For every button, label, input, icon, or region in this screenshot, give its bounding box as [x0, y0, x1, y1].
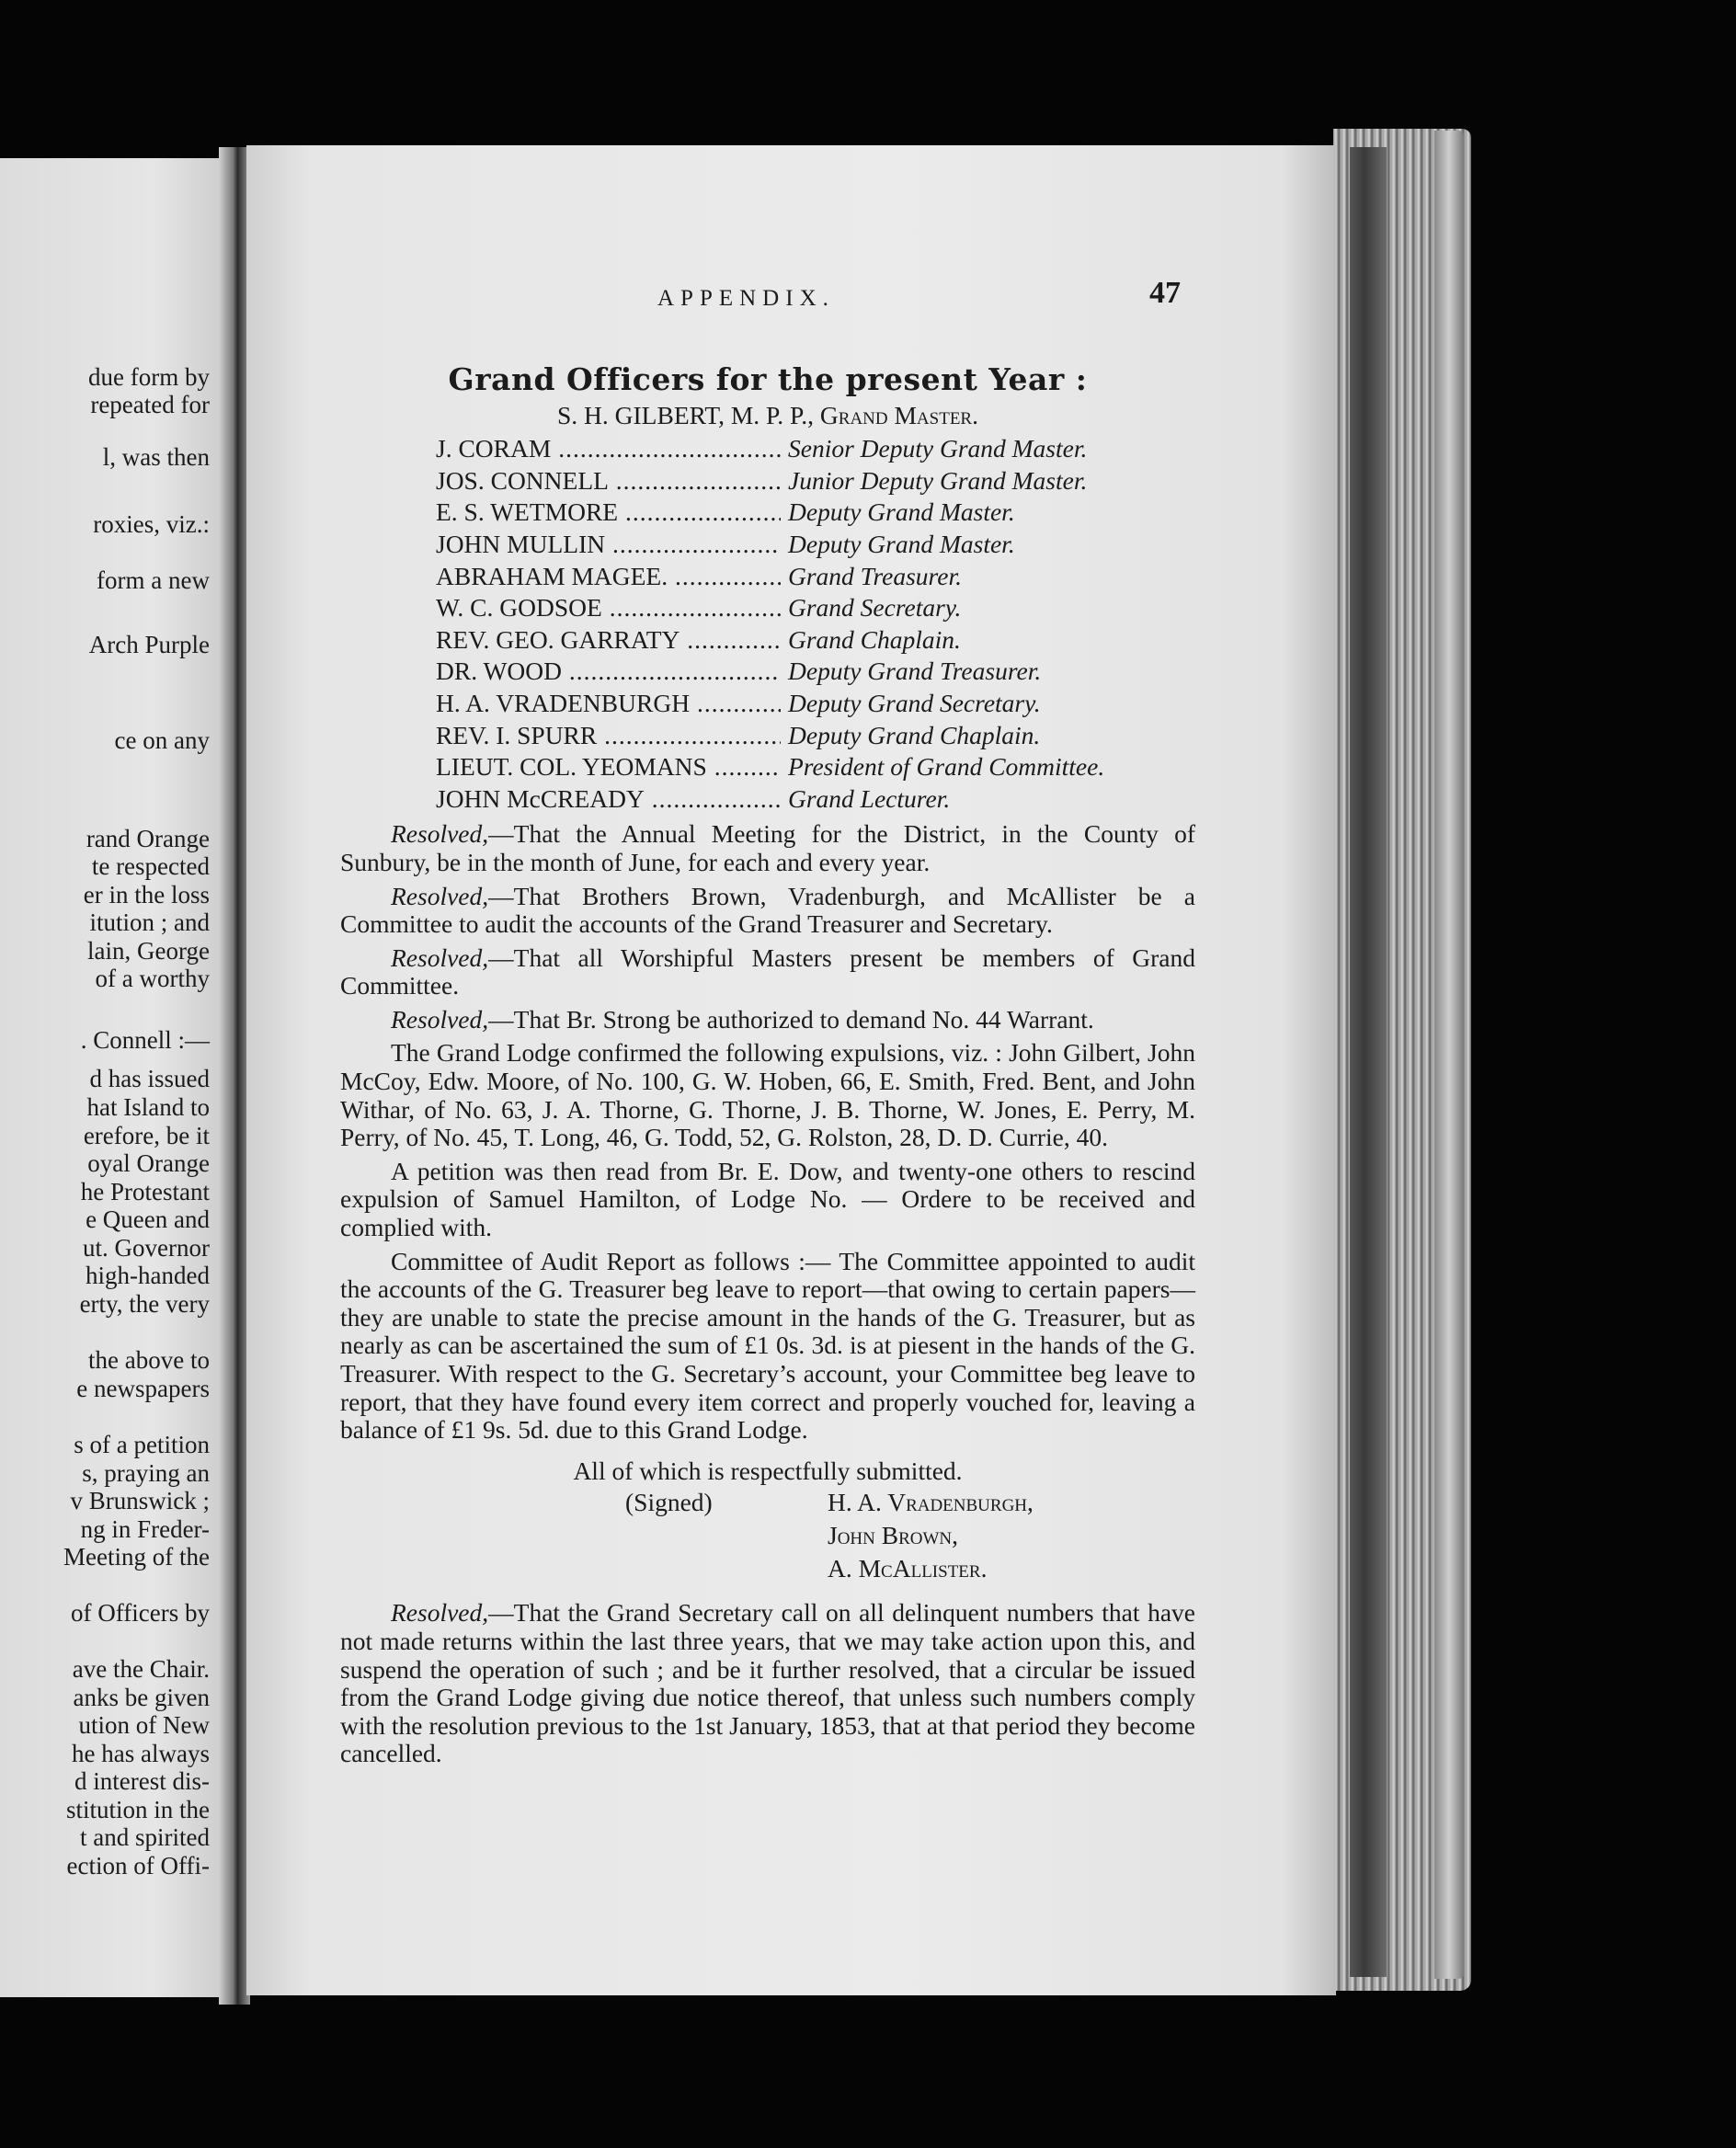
officer-title: Deputy Grand Treasurer.	[788, 657, 1042, 686]
left-page-line: rand Orange	[86, 825, 210, 852]
book-gutter	[219, 147, 250, 2005]
left-page-line: repeated for	[90, 391, 210, 418]
signature-row	[340, 1522, 1195, 1555]
officer-name: JOHN McCREADY .....	[340, 783, 781, 816]
resolution-paragraph	[340, 883, 1195, 939]
officer-name: W. C. GODSOE .....	[340, 592, 781, 624]
left-page-line: d has issued	[89, 1065, 210, 1092]
officer-title: Grand Lecturer.	[788, 783, 951, 813]
signature-block	[340, 1489, 1195, 1588]
officer-title: Grand Chaplain.	[788, 624, 961, 654]
left-page-line: ution of New	[78, 1711, 210, 1739]
book-cover-edge	[1434, 131, 1464, 1979]
page-number: 47	[1149, 276, 1181, 310]
officer-name: REV. GEO. GARRATY .....	[340, 624, 781, 657]
resolution-text: —That the Grand Secretary call on all delinquent numbers that have not made returns within the last three years, that we may take action upon this, and suspend the operation of such ; and be it further resolved, that a circular be issued from the Grand Lodge giving due notice thereof, that unless such numbers comply with the resolution previous to the 1st January, 1853, that at that period they become cancelled.	[340, 1598, 1195, 1768]
left-page-line: roxies, viz.:	[93, 510, 210, 538]
left-page-line: due form by	[88, 363, 210, 391]
page-edges-shadow	[1350, 147, 1387, 1977]
left-page-line: erefore, be it	[83, 1122, 210, 1149]
officer-row	[340, 688, 1195, 720]
officer-name: DR. WOOD .....	[340, 656, 781, 688]
resolved-label: Resolved,	[391, 943, 489, 972]
officer-row	[340, 433, 1195, 465]
resolved-label: Resolved,	[391, 1598, 489, 1628]
signature-name: John Brown,	[828, 1521, 959, 1550]
left-page-line: he Protestant	[80, 1178, 210, 1205]
resolution-paragraph	[340, 820, 1195, 876]
signature-name: A. McAllister.	[828, 1554, 988, 1583]
resolution-text: —That Brothers Brown, Vradenburgh, and McAllister be a Committee to audit the accounts of the Grand Treasurer and Secretary.	[340, 881, 1195, 939]
running-head	[340, 276, 1195, 313]
section-heading: Grand Officers for the present Year :	[448, 361, 1088, 397]
officer-name: J. CORAM .....	[340, 433, 781, 465]
officer-title: Grand Secretary.	[788, 593, 962, 623]
officer-title: Deputy Grand Chaplain.	[788, 720, 1041, 749]
officer-title: Deputy Grand Master.	[788, 529, 1015, 558]
left-page-line: ave the Chair.	[72, 1655, 210, 1683]
left-page-line: erty, the very	[79, 1290, 210, 1318]
left-page-line: ection of Offi-	[66, 1852, 210, 1880]
left-page-line: high-handed	[86, 1262, 210, 1289]
left-page-line: d interest dis-	[74, 1767, 210, 1795]
left-facing-page	[0, 158, 219, 1997]
left-page-line: Arch Purple	[88, 631, 210, 658]
left-page-line: t and spirited	[80, 1823, 210, 1851]
grand-master-title: Grand Master.	[819, 400, 978, 429]
officer-title: Deputy Grand Secretary.	[788, 688, 1041, 717]
left-page-line: of a worthy	[95, 965, 210, 992]
signature-name: H. A. Vradenburgh,	[828, 1488, 1034, 1517]
officer-title: Deputy Grand Master.	[788, 497, 1015, 527]
left-page-line: of Officers by	[71, 1599, 210, 1627]
officer-title: Senior Deputy Grand Master.	[788, 434, 1088, 463]
left-page-line: te respected	[91, 852, 210, 880]
signed-label: (Signed)	[625, 1488, 713, 1517]
left-page-line: ng in Freder-	[80, 1515, 210, 1543]
officer-name: JOHN MULLIN .....	[340, 529, 781, 561]
officer-row	[340, 465, 1195, 497]
left-page-line: oyal Orange	[87, 1149, 210, 1177]
grand-master-name: S. H. GILBERT, M. P. P.,	[557, 400, 815, 429]
officer-row	[340, 529, 1195, 561]
officer-row	[340, 720, 1195, 752]
page-content	[340, 276, 1195, 1774]
left-page-line: ut. Governor	[83, 1234, 210, 1262]
officer-name: LIEUT. COL. YEOMANS .....	[340, 751, 781, 783]
running-title: APPENDIX.	[657, 286, 835, 311]
officer-list	[340, 433, 1195, 815]
officer-name: REV. I. SPURR .....	[340, 720, 781, 752]
left-page-line: lain, George	[87, 937, 210, 965]
left-page-line: he has always	[72, 1740, 210, 1767]
left-page-line: the above to	[88, 1346, 210, 1374]
officer-title: President of Grand Committee.	[788, 752, 1105, 782]
audit-report-paragraph: Committee of Audit Report as follows :— The Committee appointed to audit the accounts of the G. Treasurer beg leave to report—that owing to certain papers—they are unable to state the precise amount in the hands of the G. Treasurer, but as nearly as can be ascertained the sum of £1 0s. 3d. is at piesent in the hands of the G. Treasurer. With respect to the G. Secretary’s account, your Committee beg leave to report, that they have found every item correct and properly vouched for, leaving a balance of £1 9s. 5d. due to this Grand Lodge.	[340, 1246, 1195, 1445]
officer-row	[340, 497, 1195, 529]
left-page-line: ce on any	[114, 726, 210, 754]
expulsions-paragraph: The Grand Lodge confirmed the following expulsions, viz. : John Gilbert, John McCoy, Edw. Moore, of No. 100, G. W. Hoben, 66, E. Smith, Fred. Bent, and John Withar, of No. 63, J. A. Thorne, G. Thorne, J. B. Thorne, W. Jones, E. Perry, M. Perry, of No. 45, T. Long, 46, G. Todd, 52, G. Rolston, 28, D. D. Currie, 40.	[340, 1038, 1195, 1152]
officer-row	[340, 592, 1195, 624]
resolutions-block	[340, 820, 1195, 1034]
officer-name: JOS. CONNELL .....	[340, 465, 781, 497]
left-page-line: stitution in the	[65, 1796, 210, 1823]
resolution-paragraph	[340, 1006, 1195, 1034]
left-page-line: e Queen and	[86, 1205, 210, 1233]
resolution-text: —That Br. Strong be authorized to demand No. 44 Warrant.	[488, 1004, 1094, 1034]
left-page-line: v Brunswick ;	[70, 1487, 210, 1514]
left-page-line: hat Island to	[86, 1093, 210, 1121]
officer-title: Grand Treasurer.	[788, 561, 962, 590]
left-page-line: form a new	[97, 566, 210, 594]
officer-row	[340, 783, 1195, 816]
resolved-label: Resolved,	[391, 819, 489, 849]
officer-name: H. A. VRADENBURGH .....	[340, 688, 781, 720]
signature-row	[340, 1489, 1195, 1522]
left-page-line: . Connell :—	[80, 1026, 210, 1054]
left-page-line: anks be given	[73, 1684, 210, 1711]
left-page-line: l, was then	[102, 443, 210, 471]
officer-row	[340, 656, 1195, 688]
officer-name: E. S. WETMORE .....	[340, 497, 781, 529]
signature-row	[340, 1555, 1195, 1588]
officer-name: ABRAHAM MAGEE. .....	[340, 561, 781, 593]
resolved-label: Resolved,	[391, 881, 489, 910]
officer-title: Junior Deputy Grand Master.	[788, 465, 1088, 495]
resolution-text: —That all Worshipful Masters present be members of Grand Committee.	[340, 943, 1195, 1000]
officer-row	[340, 624, 1195, 657]
left-page-line: e newspapers	[76, 1375, 210, 1402]
officer-row	[340, 561, 1195, 593]
left-page-line: itution ; and	[89, 908, 210, 936]
left-page-line: s of a petition	[74, 1431, 210, 1458]
resolved-label: Resolved,	[391, 1004, 489, 1034]
closing-line: All of which is respectfully submitted.	[573, 1456, 963, 1485]
left-page-line: s, praying an	[82, 1459, 210, 1487]
grand-master-line	[340, 402, 1195, 430]
final-resolution-paragraph	[340, 1599, 1195, 1768]
left-page-line: Meeting of the	[63, 1543, 210, 1571]
officer-row	[340, 751, 1195, 783]
left-page-line: er in the loss	[83, 881, 210, 908]
resolution-text: —That the Annual Meeting for the District, in the County of Sunbury, be in the month of June, for each and every year.	[340, 819, 1195, 876]
petition-paragraph: A petition was then read from Br. E. Dow, and twenty-one others to rescind expulsion of Samuel Hamilton, of Lodge No. — Ordere to be received and complied with.	[340, 1156, 1195, 1242]
resolution-paragraph	[340, 944, 1195, 1000]
